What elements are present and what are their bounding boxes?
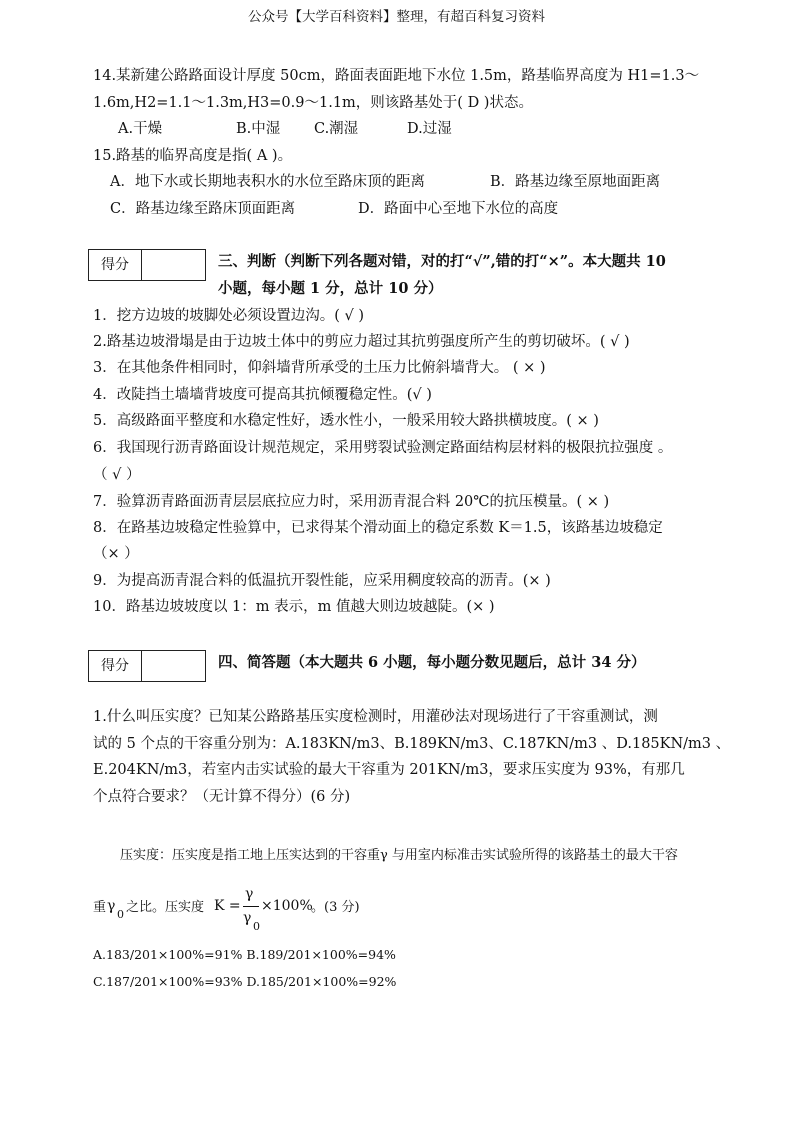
- fraction-multiplier: ×100%: [261, 898, 313, 914]
- judge-item-3: 3．在其他条件相同时，仰斜墙背所承受的土压力比俯斜墙背大。 ( × ): [93, 360, 546, 376]
- judge-item-10: 10．路基边坡坡度以 1：m 表示，m 值越大则边坡越陡。(× ): [93, 599, 495, 615]
- score-label: 得分: [89, 250, 142, 280]
- answer-mid: 之比。压实度: [126, 900, 205, 915]
- q15-option-b: B．路基边缘至原地面距离: [490, 174, 661, 190]
- judge-item-1: 1．挖方边坡的坡脚处必须设置边沟。( √ ): [93, 308, 364, 324]
- judge-item-8: 8．在路基边坡稳定性验算中，已求得某个滑动面上的稳定系数 K＝1.5，该路基边坡稳定: [93, 520, 663, 536]
- fraction-denominator: γ: [243, 910, 252, 926]
- answer-post: 。(3 分): [311, 900, 360, 915]
- answer-pre: 重: [93, 900, 107, 915]
- score-label: 得分: [89, 651, 142, 681]
- judge-item-8-answer: （× ）: [93, 546, 139, 562]
- section3-title-line1: 三、判断（判断下列各题对错，对的打“√”,错的打“×”。本大题共 10: [218, 253, 666, 270]
- q14-option-a: A.干燥: [118, 121, 163, 137]
- fraction-denominator-subscript: 0: [253, 920, 260, 933]
- answer-line1: 压实度：压实度是指工地上压实达到的干容重γ 与用室内标准击实试验所得的该路基土的最大干容: [120, 848, 678, 863]
- gamma0-symbol: γ: [107, 898, 116, 914]
- calc-line1: A.183/201×100%=91% B.189/201×100%=94%: [93, 947, 396, 962]
- q1-line4: 个点符合要求？（无计算不得分）(6 分): [93, 789, 351, 805]
- q15-option-c: C．路基边缘至路床顶面距离: [110, 201, 296, 217]
- judge-item-9: 9．为提高沥青混合料的低温抗开裂性能，应采用稠度较高的沥青。(× ): [93, 573, 551, 589]
- judge-item-4: 4．改陡挡土墙墙背坡度可提高其抗倾覆稳定性。(√ ): [93, 387, 432, 403]
- q14-line1: 14.某新建公路路面设计厚度 50cm，路面表面距地下水位 1.5m，路基临界高度为 H1=1.3～: [93, 68, 700, 84]
- q14-line2: 1.6m,H2=1.1～1.3m,H3=0.9～1.1m，则该路基处于( D )状态。: [93, 95, 533, 111]
- k-equals: K =: [214, 898, 241, 914]
- section4-title: 四、简答题（本大题共 6 小题，每小题分数见题后，总计 34 分）: [218, 654, 646, 671]
- fraction-numerator: γ: [245, 886, 254, 902]
- judge-item-6-answer: （ √ ）: [93, 467, 141, 483]
- gamma0-subscript: 0: [117, 908, 124, 921]
- q1-line2: 试的 5 个点的干容重分别为：A.183KN/m3、B.189KN/m3、C.187KN/m3 、D.185KN/m3 、: [93, 736, 731, 752]
- judge-item-6: 6．我国现行沥青路面设计规范规定，采用劈裂试验测定路面结构层材料的极限抗拉强度 。: [93, 440, 673, 456]
- fraction-bar: [243, 906, 259, 907]
- q14-option-d: D.过湿: [407, 121, 452, 137]
- q14-option-b: B.中湿: [236, 121, 281, 137]
- page-header: 公众号【大学百科资料】整理，有超百科复习资料: [248, 9, 545, 25]
- judge-item-2: 2.路基边坡滑塌是由于边坡土体中的剪应力超过其抗剪强度所产生的剪切破坏。( √ ): [93, 334, 630, 350]
- q15-option-d: D．路面中心至地下水位的高度: [358, 201, 559, 217]
- score-box-section4: [88, 650, 206, 682]
- calc-line2: C.187/201×100%=93% D.185/201×100%=92%: [93, 974, 397, 989]
- q1-line3: E.204KN/m3，若室内击实试验的最大干容重为 201KN/m3，要求压实度为 93%，有那几: [93, 762, 685, 778]
- section3-title-line2: 小题，每小题 1 分，总计 10 分）: [218, 280, 443, 297]
- q1-line1: 1.什么叫压实度？已知某公路路基压实度检测时，用灌砂法对现场进行了干容重测试，测: [93, 709, 658, 725]
- judge-item-5: 5．高级路面平整度和水稳定性好，透水性小，一般采用较大路拱横坡度。( × ): [93, 413, 599, 429]
- judge-item-7: 7．验算沥青路面沥青层层底拉应力时，采用沥青混合料 20℃的抗压模量。( × ): [93, 494, 610, 510]
- score-box-section3: [88, 249, 206, 281]
- q15-stem: 15.路基的临界高度是指( A )。: [93, 148, 293, 164]
- q14-option-c: C.潮湿: [314, 121, 359, 137]
- q15-option-a: A．地下水或长期地表积水的水位至路床顶的距离: [110, 174, 425, 190]
